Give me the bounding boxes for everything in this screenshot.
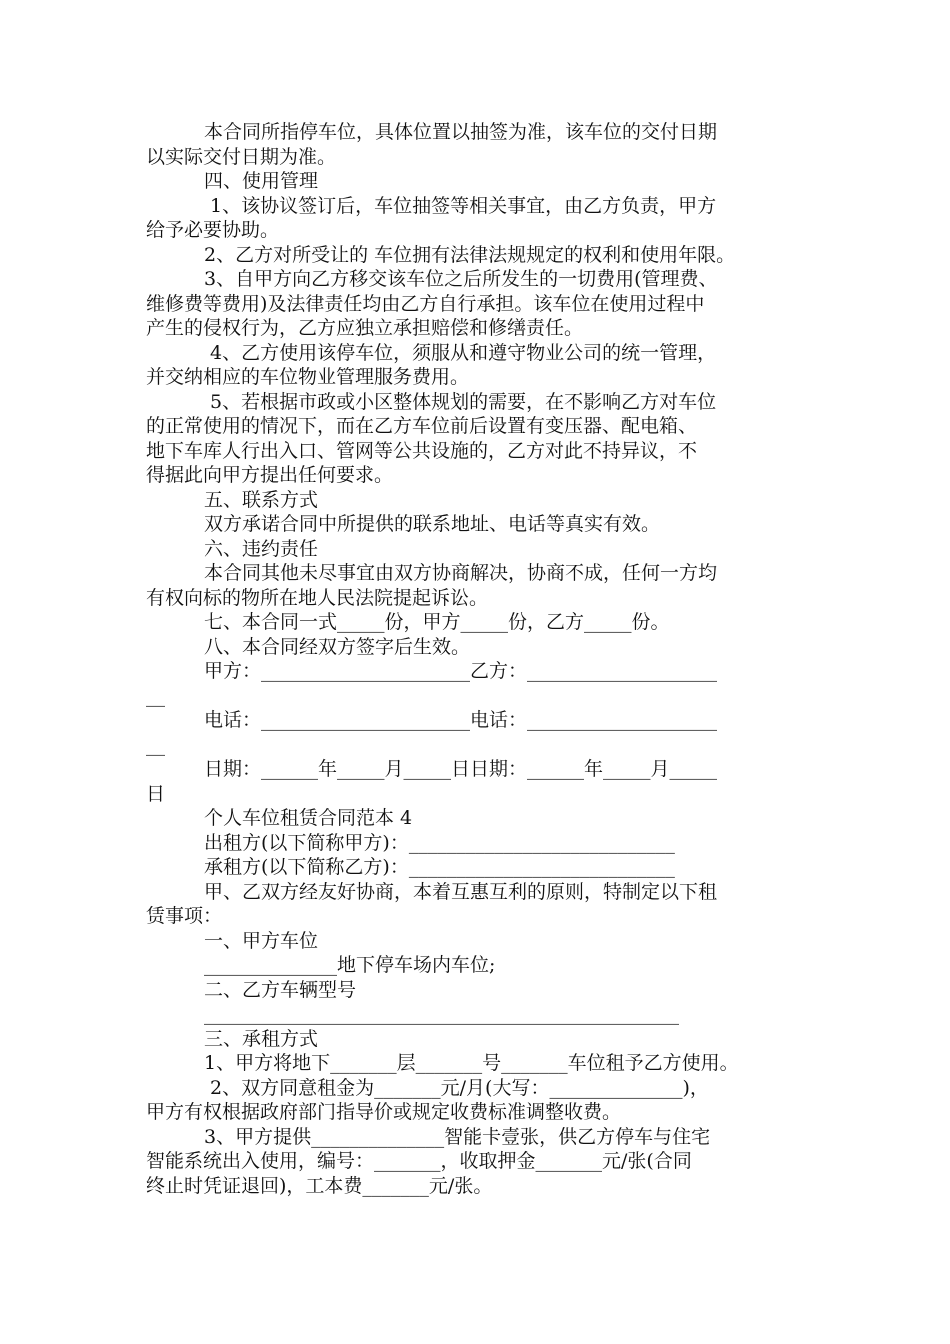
text-line: 出租方(以下简称甲方)：____________________________ [204,831,675,854]
text-line: 的正常使用的情况下，而在乙方车位前后设置有变压器、配电箱、 [146,415,698,437]
text-line: 日期：______年_____月_____日日期：______年_____月_____ [204,758,718,780]
text-line: 承租方(以下简称乙方)：____________________________ [204,856,675,878]
text-line: 产生的侵权行为，乙方应独立承担赔偿和修缮责任。 [146,317,584,339]
text-line: 八、本合同经双方签字后生效。 [204,635,471,658]
text-line: 1、该协议签订后，车位抽签等相关事宜，由乙方负责，甲方 [204,194,717,217]
text-line: 本合同所指停车位，具体位置以抽签为准，该车位的交付日期 [204,121,718,143]
text-line: 给予必要协助。 [146,219,280,241]
document-body [146,120,816,1198]
text-line: 5、若根据市政或小区整体规划的需要，在不影响乙方对车位 [204,390,717,413]
text-line: 并交纳相应的车位物业管理服务费用。 [146,366,470,388]
text-line: 4、乙方使用该停车位，须服从和遵守物业公司的统一管理， [204,341,717,364]
text-line: 维修费等费用)及法律责任均由乙方自行承担。该车位在使用过程中 [146,292,705,315]
text-line: 甲方：______________________乙方：____________________ [204,660,718,682]
text-line: 一、甲方车位 [204,929,319,952]
text-line: 智能系统出入使用，编号：_______，收取押金_______元/张(合同 [146,1150,692,1172]
text-line: 以实际交付日期为准。 [146,145,337,168]
text-line: 个人车位租赁合同范本 4 [204,807,413,829]
text-line: 六、违约责任 [204,537,319,560]
text-line: ______________地下停车场内车位; [204,954,496,976]
text-line: 日 [146,782,166,805]
text-line: 电话：______________________电话：____________________ [204,709,718,731]
text-line: 3、自甲方向乙方移交该车位之后所发生的一切费用(管理费、 [204,268,718,290]
text-line: 3、甲方提供______________智能卡壹张，供乙方停车与住宅 [204,1125,711,1148]
text-line: __ [146,733,165,756]
text-line: 四、使用管理 [204,170,319,192]
text-line: 本合同其他未尽事宜由双方协商解决，协商不成，任何一方均 [204,562,718,584]
text-line: 得据此向甲方提出任何要求。 [146,464,394,486]
text-line: __ [146,684,165,707]
text-line: 双方承诺合同中所提供的联系地址、电话等真实有效。 [204,513,661,535]
text-line: 终止时凭证退回)，工本费_______元/张。 [146,1174,493,1197]
text-line: 赁事项： [146,905,223,927]
text-line: 甲、乙双方经友好协商，本着互惠互利的原则，特制定以下租 [204,880,718,903]
text-line: 2、双方同意租金为_______元/月(大写：______________)， [204,1076,709,1099]
text-line: 甲方有权根据政府部门指导价或规定收费标准调整收费。 [146,1101,622,1123]
text-line: 有权向标的物所在地人民法院提起诉讼。 [146,586,489,609]
text-line: 1、甲方将地下_______层_______号_______车位租予乙方使用。 [204,1052,739,1074]
text-line: 三、承租方式 [204,1027,319,1050]
text-line: 五、联系方式 [204,488,319,511]
text-line: __________________________________________________ [204,1003,679,1025]
text-line: 2、乙方对所受让的 车位拥有法律法规规定的权利和使用年限。 [204,243,736,266]
text-line: 七、本合同一式_____份，甲方_____份，乙方_____份。 [204,611,670,633]
text-line: 二、乙方车辆型号 [204,978,357,1001]
text-line: 地下车库人行出入口、管网等公共设施的，乙方对此不持异议，不 [146,439,698,462]
